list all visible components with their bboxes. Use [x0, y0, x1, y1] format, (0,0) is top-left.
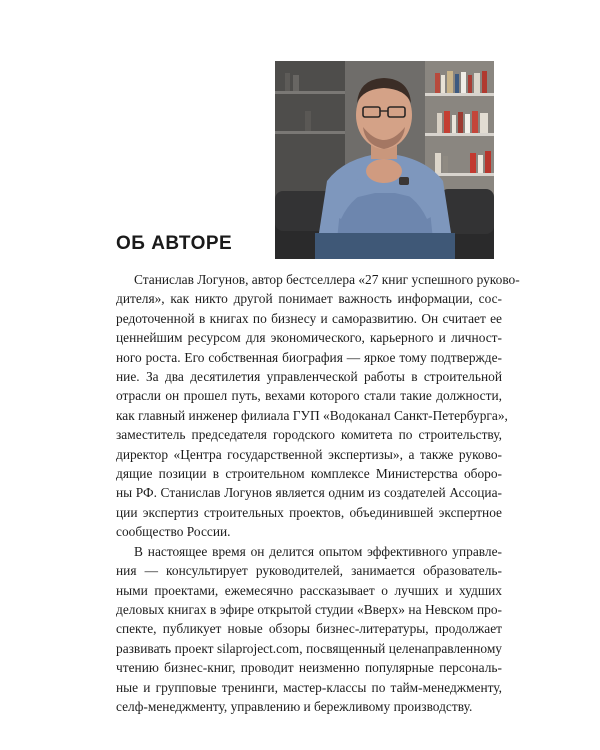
text-line: деловых книгах в эфире открытой студии «Вверх» на Невском про-: [116, 601, 502, 617]
text-line: отрасли он прошел путь, вехами которого стали такие должности,: [116, 388, 502, 404]
text-line: ции экспертиз строительных проектов, объединившей экспертное: [116, 504, 502, 520]
text-line: ные и групповые тренинги, мастер-классы по тайм-менеджменту,: [116, 679, 502, 695]
author-photo: [275, 61, 494, 259]
text-line: дителя», как никто другой понимает важность информации, сос-: [116, 291, 502, 307]
text-line: сообщество России.: [116, 524, 231, 540]
text-line: ния — консультирует руководителей, занимается образователь-: [116, 563, 502, 579]
bio-paragraph-2: [116, 542, 502, 717]
text-line: заместитель председателя городского комитета по строительству,: [116, 427, 502, 443]
author-photo-illustration: [275, 61, 494, 259]
text-line: редоточенной в книгах по бизнесу и саморазвитию. Он считает ее: [116, 310, 502, 326]
section-heading: ОБ АВТОРЕ: [116, 233, 233, 254]
text-line: ными проектами, ежемесячно рассказывает о лучших и худших: [116, 582, 502, 598]
author-bio: [116, 270, 520, 716]
text-line: ны РФ. Станислав Логунов является одним из создателей Ассоциа-: [116, 485, 502, 501]
bio-paragraph-1: [116, 270, 520, 542]
text-line: Станислав Логунов, автор бестселлера «27 книг успешного руково-: [134, 272, 520, 287]
text-line: В настоящее время он делится опытом эффективного управле-: [134, 543, 502, 559]
text-line: селф-менеджменту, управлению и бережливому производству.: [116, 698, 473, 714]
text-line: дящие позиции в строительном комплексе Министерства оборо-: [116, 466, 502, 482]
text-line: развивать проект silaproject.com, посвященный целенаправленному: [116, 640, 502, 656]
text-line: чтению бизнес-книг, проводит неизменно популярные персональ-: [116, 660, 502, 676]
text-line: ценнейшим ресурсом для экономического, карьерного и личност-: [116, 330, 502, 346]
text-line: спекте, публикует новые обзоры бизнес-литературы, продолжает: [116, 621, 502, 637]
text-line: ние. За два десятилетия управленческой работы в строительной: [116, 369, 502, 385]
text-line: директор «Центра государственной экспертизы», а также руково-: [116, 446, 502, 462]
text-line: как главный инженер филиала ГУП «Водоканал Санкт-Петербурга»,: [116, 407, 508, 423]
text-line: ного роста. Его собственная биография — яркое тому подтвержде-: [116, 349, 502, 365]
